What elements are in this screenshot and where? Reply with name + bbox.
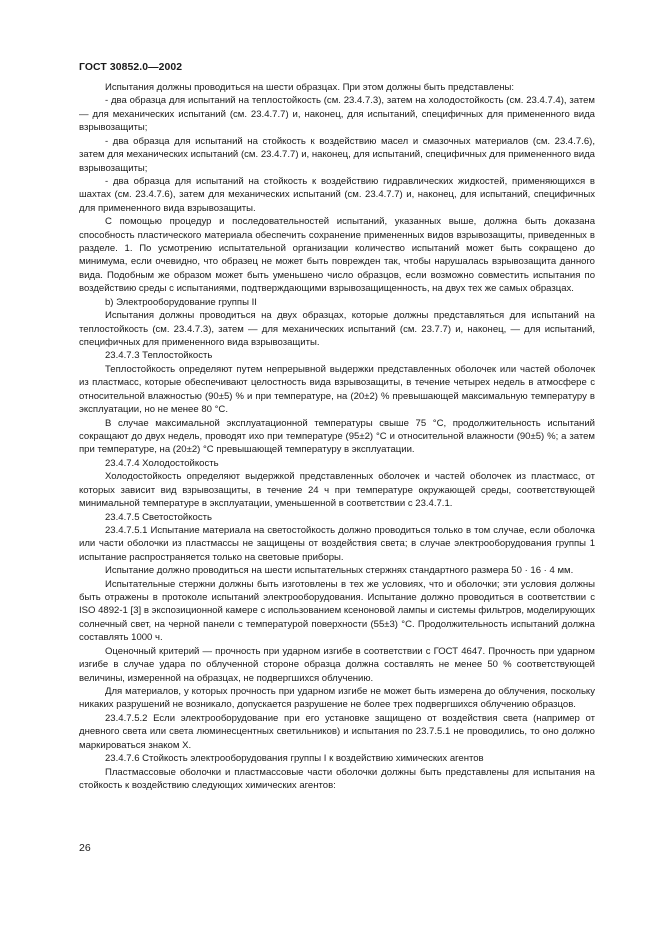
list-item: - два образца для испытаний на теплостойкость (см. 23.4.7.3), затем на холодостойкость (см. 23.4.7.4), затем — для механических испытаний (см. 23.4.7.7) и, наконец, для испытаний, специфичных для примененного вида взрывозащиты; (79, 95, 595, 134)
paragraph: Испытания должны проводиться на двух образцах, которые должны представляться для испытаний на теплостойкость (см. 23.4.7.3), затем — для механических испытаний (см. 23.7.7) и, наконец, — для испытаний, специфичных для примененного вида взрывозащиты. (79, 310, 595, 349)
paragraph: Теплостойкость определяют путем непрерывной выдержки представленных оболочек или частей оболочек из пластмасс, которые обеспечивают целостность вида взрывозащиты, в течение четырех недель в атмосфере с относительной влажностью (90±5) % и при температуре, на (20±2) % превышающей максимальную температуру в эксплуатации, но не менее 80 °С. (79, 363, 595, 416)
paragraph: 23.4.7.5.2 Если электрооборудование при его установке защищено от воздействия света (например от дневного света или света люминесцентных светильников) и испытания по 23.7.5.1 не проводились, то оно должно маркироваться знаком X. (79, 712, 595, 751)
section-heading: 23.4.7.5 Светостойкость (105, 511, 212, 523)
paragraph: Для материалов, у которых прочность при ударном изгибе не может быть измерена до облучения, поскольку никаких разрушений не возникало, допускается разрушение не более трех подвергшихся облучению образцов. (79, 685, 595, 711)
paragraph: Холодостойкость определяют выдержкой представленных оболочек и частей оболочек из пластмасс, от которых зависит вид взрывозащиты, в течение 24 ч при температуре окружающей среды, соответствующей минимальной температуре в эксплуатации, уменьшенной в соответствии с 23.4.7.1. (79, 471, 595, 510)
paragraph: С помощью процедур и последовательностей испытаний, указанных выше, должна быть доказана способность пластического материала обеспечить сохранение примененных видов взрывозащиты, приведенных в разделе. 1. По усмотрению испытательной организации количество испытаний может быть сокращено до минимума, если очевидно, что образец не может быть поврежден так, чтобы нарушалась взрывозащита данного вида. Подобным же образом может быть уменьшено число образцов, если возможно совместить испытания по воздействию среды с испытаниями, подтверждающими взрывозащищенность, на двух тех же самых образцах. (79, 216, 595, 295)
body-text (79, 81, 595, 792)
standard-header: ГОСТ 30852.0—2002 (79, 62, 183, 73)
paragraph: Испытательные стержни должны быть изготовлены в тех же условиях, что и оболочки; эти условия должны быть отражены в протоколе испытаний электрооборудования. Испытание должно проводиться в соответствии с ISO 4892-1 [3] в экспозиционной камере с использованием ксеноновой лампы и системы фильтров, моделирующих солнечный свет, на черной панели с температурой поверхности (55±3) °С. Продолжительность испытаний должна составлять 1000 ч. (79, 578, 595, 644)
section-heading: 23.4.7.4 Холодостойкость (105, 457, 219, 469)
paragraph: Испытания должны проводиться на шести образцах. При этом должны быть представлены: (105, 82, 515, 93)
list-item: - два образца для испытаний на стойкость к воздействию гидравлических жидкостей, применяющихся в шахтах (см. 23.4.7.6), затем для механических испытаний (см. 23.4.7.7) и, наконец, для испытаний, специфичных для примененного вида взрывозащиты. (79, 175, 595, 214)
section-heading: 23.4.7.3 Теплостойкость (105, 350, 213, 362)
paragraph: Пластмассовые оболочки и пластмассовые части оболочки должны быть представлены для испытания на стойкость к воздействию следующих химических агентов: (79, 766, 595, 791)
paragraph: 23.4.7.5.1 Испытание материала на светостойкость должно проводиться только в том случае, если оболочка или части оболочки из пластмассы не защищены от воздействия света; в случае электрооборудования группы 1 испытание распространяется только на световые приборы. (79, 524, 595, 563)
subsection-heading: b) Электрооборудование группы II (105, 296, 257, 308)
paragraph: Испытание должно проводиться на шести испытательных стержнях стандартного размера 50 · 16 · 4 мм. (105, 565, 574, 577)
page-number: 26 (79, 842, 91, 854)
section-heading: 23.4.7.6 Стойкость электрооборудования группы I к воздействию химических агентов (105, 753, 484, 765)
paragraph: Оценочный критерий — прочность при ударном изгибе в соответствии с ГОСТ 4647. Прочность при ударном изгибе в случае удара по облученной стороне образца должна составлять не менее 50 % соответствующей величины, измеренной на образцах, не подвергшихся облучению. (79, 645, 595, 684)
paragraph: В случае максимальной эксплуатационной температуры свыше 75 °С, продолжительность испытаний сокращают до двух недель, проводят ихо при температуре (95±2) °С и относительной влажности (90±5) %; а затем при температуре, на (20±2) °С превышающей температуру в эксплуатации. (79, 417, 595, 456)
list-item: - два образца для испытаний на стойкость к воздействию масел и смазочных материалов (см. 23.4.7.6), затем для механических испытаний (см. 23.4.7.7) и, наконец, для испытаний, специфичных для примененного вида взрывозащиты; (79, 135, 595, 174)
